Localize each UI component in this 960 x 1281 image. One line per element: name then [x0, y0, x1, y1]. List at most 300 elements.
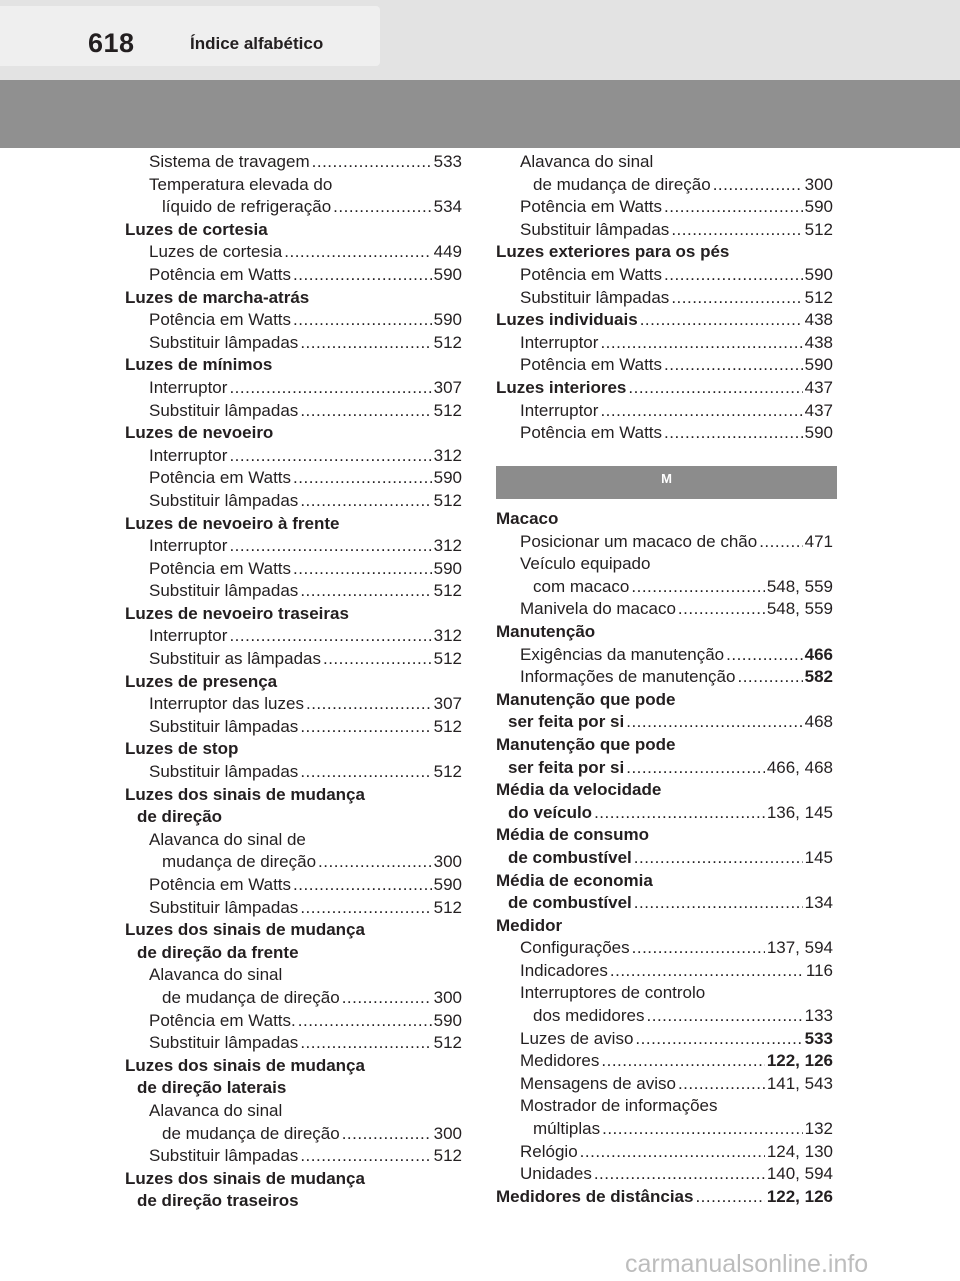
- entry-text: de direção: [137, 807, 223, 827]
- entry-text: Mostrador de informações: [520, 1096, 718, 1116]
- index-entry: [496, 960, 833, 983]
- entry-page: 116: [805, 960, 833, 980]
- entry-text: Alavanca do sinal: [149, 1100, 283, 1120]
- index-entry: [496, 531, 833, 554]
- index-entry: [125, 264, 462, 287]
- leader-dots: [610, 960, 804, 983]
- entry-text: com macaco: [533, 576, 630, 596]
- entry-text: Interruptores de controlo: [520, 983, 706, 1003]
- header-gray-bar: [0, 80, 960, 148]
- entry-page: 449: [433, 242, 462, 262]
- leader-dots: [632, 937, 765, 960]
- section-letter-bar: [496, 466, 837, 499]
- leader-dots: [594, 802, 765, 825]
- leader-dots: [300, 1145, 431, 1168]
- leader-dots: [580, 1141, 765, 1164]
- index-entry: [496, 621, 833, 644]
- index-entry: [496, 287, 833, 310]
- entry-page: 590: [804, 264, 833, 284]
- entry-text: Potência em Watts: [520, 264, 663, 284]
- index-entry: [125, 625, 462, 648]
- entry-page: 512: [433, 490, 462, 510]
- index-entry: [496, 847, 833, 870]
- index-entry: [125, 535, 462, 558]
- leader-dots: [300, 761, 431, 784]
- entry-page: 132: [804, 1119, 833, 1139]
- index-entry: [496, 219, 833, 242]
- entry-page: 141, 543: [766, 1073, 833, 1093]
- entry-page: 312: [433, 445, 462, 465]
- leader-dots: [600, 332, 802, 355]
- entry-text: Mensagens de aviso: [520, 1073, 676, 1093]
- leader-dots: [312, 151, 432, 174]
- index-entry: [125, 241, 462, 264]
- entry-page: 590: [433, 310, 462, 330]
- index-entry: [496, 666, 833, 689]
- entry-text: Substituir lâmpadas: [149, 400, 299, 420]
- index-entry: [496, 241, 833, 264]
- entry-page: 548, 559: [766, 599, 833, 619]
- entry-text: Substituir lâmpadas: [149, 332, 299, 352]
- entry-text: Luzes de nevoeiro à frente: [125, 513, 340, 533]
- entry-text: de direção laterais: [137, 1078, 287, 1098]
- entry-text: Média da velocidade: [496, 780, 662, 800]
- entry-page: 136, 145: [766, 802, 833, 822]
- leader-dots: [635, 1028, 802, 1051]
- entry-text: Luzes de stop: [125, 739, 239, 759]
- index-entry: [496, 1005, 833, 1028]
- entry-text: de direção traseiros: [137, 1191, 299, 1211]
- entry-text: líquido de refrigeração: [162, 197, 332, 217]
- entry-page: 590: [433, 1010, 462, 1030]
- index-entry: [125, 1168, 462, 1191]
- leader-dots: [664, 264, 803, 287]
- entry-page: 548, 559: [766, 576, 833, 596]
- entry-text: Potência em Watts: [149, 468, 292, 488]
- index-entry: [125, 942, 462, 965]
- leader-dots: [300, 490, 431, 513]
- index-entry: [125, 1100, 462, 1123]
- entry-text: Luzes de marcha-atrás: [125, 287, 310, 307]
- index-entry: [496, 508, 833, 531]
- entry-text: Manivela do macaco: [520, 599, 676, 619]
- index-entry: [496, 576, 833, 599]
- index-entry: [496, 400, 833, 423]
- leader-dots: [293, 874, 432, 897]
- entry-text: Substituir lâmpadas: [149, 581, 299, 601]
- leader-dots: [713, 174, 803, 197]
- index-entry: [125, 964, 462, 987]
- leader-dots: [664, 354, 803, 377]
- entry-text: Luzes de nevoeiro: [125, 423, 274, 443]
- entry-text: Manutenção que pode: [496, 734, 676, 754]
- entry-page: 534: [433, 197, 462, 217]
- leader-dots: [284, 241, 431, 264]
- entry-page: 512: [433, 716, 462, 736]
- entry-page: 133: [804, 1006, 833, 1026]
- entry-text: ser feita por si: [508, 712, 625, 732]
- index-entry: [125, 851, 462, 874]
- entry-page: 590: [433, 558, 462, 578]
- entry-page: 137, 594: [766, 938, 833, 958]
- index-entry: [125, 919, 462, 942]
- index-entry: [125, 1123, 462, 1146]
- index-entry: [125, 467, 462, 490]
- entry-page: 312: [433, 626, 462, 646]
- entry-text: múltiplas: [533, 1119, 601, 1139]
- index-entry: [125, 716, 462, 739]
- index-entry: [496, 915, 833, 938]
- index-entry: [125, 897, 462, 920]
- entry-text: Luzes dos sinais de mudança: [125, 920, 365, 940]
- entry-text: Manutenção: [496, 621, 596, 641]
- leader-dots: [678, 1073, 765, 1096]
- entry-text: Veículo equipado: [520, 554, 651, 574]
- leader-dots: [323, 648, 432, 671]
- entry-text: Substituir lâmpadas: [149, 897, 299, 917]
- index-entry: [496, 354, 833, 377]
- leader-dots: [229, 445, 431, 468]
- entry-text: Luzes de cortesia: [125, 219, 268, 239]
- entry-text: Potência em Watts: [149, 310, 292, 330]
- entry-page: 590: [433, 264, 462, 284]
- entry-page: 471: [804, 531, 833, 551]
- entry-text: ser feita por si: [508, 757, 625, 777]
- entry-text: Interruptor: [149, 626, 228, 646]
- entry-text: Temperatura elevada do: [149, 174, 333, 194]
- entry-text: Substituir lâmpadas: [520, 287, 670, 307]
- index-entry: [496, 1163, 833, 1186]
- entry-text: mudança de direção: [162, 852, 317, 872]
- index-entry: [125, 513, 462, 536]
- index-entry: [125, 1032, 462, 1055]
- index-entry: [125, 603, 462, 626]
- entry-page: 312: [433, 536, 462, 556]
- watermark: carmanualsonline.info: [625, 1250, 869, 1278]
- index-entry: [496, 870, 833, 893]
- entry-text: Luzes interiores: [496, 377, 627, 397]
- entry-text: Luzes dos sinais de mudança: [125, 1168, 365, 1188]
- entry-page: 533: [804, 1028, 833, 1048]
- index-entry: [496, 1118, 833, 1141]
- leader-dots: [601, 1050, 764, 1073]
- entry-page: 300: [433, 1123, 462, 1143]
- index-entry: [496, 1141, 833, 1164]
- index-entry: [125, 1077, 462, 1100]
- leader-dots: [298, 1010, 432, 1033]
- entry-text: Luzes dos sinais de mudança: [125, 784, 365, 804]
- index-entry: [125, 219, 462, 242]
- entry-page: 300: [433, 852, 462, 872]
- entry-text: Macaco: [496, 509, 559, 528]
- leader-dots: [628, 377, 802, 400]
- index-entry: [125, 874, 462, 897]
- index-column-left: [125, 151, 462, 1213]
- leader-dots: [300, 580, 431, 603]
- entry-page: 466: [804, 644, 833, 664]
- entry-page: 512: [804, 219, 833, 239]
- entry-text: de combustível: [508, 847, 632, 867]
- entry-text: Indicadores: [520, 960, 608, 980]
- index-entry: [125, 784, 462, 807]
- entry-page: 307: [433, 694, 462, 714]
- index-entry: [125, 829, 462, 852]
- index-entry: [125, 422, 462, 445]
- index-column-right-bottom: [496, 508, 833, 1208]
- leader-dots: [229, 535, 431, 558]
- index-entry: [125, 648, 462, 671]
- index-entry: [496, 824, 833, 847]
- index-entry: [496, 644, 833, 667]
- entry-text: Potência em Watts: [520, 355, 663, 375]
- leader-dots: [664, 422, 803, 445]
- leader-dots: [306, 693, 432, 716]
- index-entry: [125, 987, 462, 1010]
- entry-page: 590: [433, 468, 462, 488]
- entry-page: 590: [433, 875, 462, 894]
- index-entry: [125, 332, 462, 355]
- leader-dots: [695, 1186, 764, 1209]
- leader-dots: [634, 847, 803, 870]
- entry-page: 140, 594: [766, 1164, 833, 1184]
- index-entry: [496, 332, 833, 355]
- index-entry: [125, 806, 462, 829]
- entry-page: 437: [804, 400, 833, 420]
- section-title: Índice alfabético: [190, 34, 324, 53]
- entry-page: 437: [804, 377, 833, 397]
- entry-text: dos medidores: [533, 1006, 645, 1026]
- entry-text: de mudança de direção: [162, 1123, 340, 1143]
- leader-dots: [293, 558, 432, 581]
- entry-text: Potência em Watts: [149, 875, 292, 894]
- entry-text: Potência em Watts: [149, 558, 292, 578]
- entry-text: Posicionar um macaco de chão: [520, 531, 758, 551]
- entry-text: Substituir lâmpadas: [149, 1033, 299, 1053]
- entry-text: Potência em Watts.: [149, 1010, 296, 1030]
- entry-text: Exigências da manutenção: [520, 644, 725, 664]
- index-entry: [125, 671, 462, 694]
- entry-text: Medidores: [520, 1051, 600, 1071]
- entry-text: do veículo: [508, 802, 593, 822]
- entry-text: Luzes de nevoeiro traseiras: [125, 603, 349, 623]
- leader-dots: [300, 332, 431, 355]
- entry-text: Média de consumo: [496, 825, 650, 845]
- entry-text: de mudança de direção: [533, 174, 711, 194]
- entry-text: Luzes de aviso: [520, 1028, 634, 1048]
- entry-text: Interruptor das luzes: [149, 694, 304, 714]
- leader-dots: [293, 309, 432, 332]
- entry-page: 438: [804, 332, 833, 352]
- index-entry: [496, 734, 833, 757]
- leader-dots: [293, 467, 432, 490]
- entry-page: 590: [804, 197, 833, 217]
- entry-text: Manutenção que pode: [496, 689, 676, 709]
- entry-page: 512: [433, 1033, 462, 1053]
- index-entry: [125, 1010, 462, 1033]
- entry-text: Interruptor: [520, 332, 599, 352]
- entry-text: Luzes individuais: [496, 310, 638, 330]
- entry-page: 512: [433, 581, 462, 601]
- leader-dots: [671, 219, 802, 242]
- index-entry: [496, 689, 833, 712]
- entry-text: Substituir lâmpadas: [149, 762, 299, 782]
- index-entry: [496, 1095, 833, 1118]
- leader-dots: [342, 987, 432, 1010]
- entry-text: Substituir as lâmpadas: [149, 649, 321, 669]
- leader-dots: [229, 625, 431, 648]
- leader-dots: [602, 1118, 803, 1141]
- index-entry: [125, 196, 462, 219]
- leader-dots: [300, 400, 431, 423]
- entry-text: Luzes de presença: [125, 671, 278, 691]
- entry-page: 468: [804, 712, 833, 732]
- index-entry: [125, 580, 462, 603]
- index-entry: [125, 1145, 462, 1168]
- leader-dots: [647, 1005, 803, 1028]
- entry-page: 512: [433, 332, 462, 352]
- index-entry: [125, 354, 462, 377]
- entry-text: Medidor: [496, 915, 563, 935]
- leader-dots: [600, 400, 802, 423]
- leader-dots: [318, 851, 432, 874]
- entry-page: 145: [804, 847, 833, 867]
- index-entry: [496, 196, 833, 219]
- leader-dots: [300, 897, 431, 920]
- entry-page: 590: [804, 355, 833, 375]
- index-entry: [125, 738, 462, 761]
- index-entry: [496, 711, 833, 734]
- leader-dots: [631, 576, 764, 599]
- entry-text: Medidores de distâncias: [496, 1186, 694, 1206]
- entry-page: 512: [433, 400, 462, 420]
- index-entry: [125, 309, 462, 332]
- entry-page: 512: [804, 287, 833, 307]
- entry-page: 438: [804, 310, 833, 330]
- page-number: 618: [88, 28, 135, 58]
- index-entry: [496, 757, 833, 780]
- leader-dots: [626, 757, 765, 780]
- entry-text: Luzes dos sinais de mudança: [125, 1055, 365, 1075]
- entry-page: 307: [433, 377, 462, 397]
- index-entry: [496, 151, 833, 174]
- leader-dots: [634, 892, 803, 915]
- leader-dots: [737, 666, 802, 689]
- entry-text: Potência em Watts: [520, 423, 663, 443]
- entry-text: Interruptor: [149, 377, 228, 397]
- index-entry: [125, 445, 462, 468]
- index-entry: [125, 377, 462, 400]
- entry-text: Sistema de travagem: [149, 152, 310, 171]
- index-entry: [125, 287, 462, 310]
- index-entry: [496, 1028, 833, 1051]
- index-entry: [125, 693, 462, 716]
- entry-text: Substituir lâmpadas: [520, 219, 670, 239]
- index-entry: [496, 779, 833, 802]
- entry-text: Configurações: [520, 938, 630, 958]
- leader-dots: [671, 287, 802, 310]
- entry-page: 512: [433, 762, 462, 782]
- index-entry: [125, 490, 462, 513]
- index-entry: [496, 377, 833, 400]
- index-entry: [496, 174, 833, 197]
- entry-text: Luzes exteriores para os pés: [496, 242, 730, 262]
- section-letter: M: [661, 471, 672, 486]
- index-entry: [496, 553, 833, 576]
- leader-dots: [300, 1032, 431, 1055]
- entry-text: de direção da frente: [137, 942, 299, 962]
- leader-dots: [726, 644, 802, 667]
- entry-text: Interruptor: [149, 445, 228, 465]
- entry-text: de mudança de direção: [162, 987, 340, 1007]
- index-entry: [125, 400, 462, 423]
- entry-page: 466, 468: [766, 757, 833, 777]
- entry-page: 122, 126: [766, 1051, 833, 1071]
- index-entry: [125, 1190, 462, 1213]
- index-entry: [496, 802, 833, 825]
- entry-text: Potência em Watts: [520, 197, 663, 217]
- entry-text: Relógio: [520, 1141, 578, 1161]
- entry-page: 582: [804, 667, 833, 687]
- index-entry: [496, 892, 833, 915]
- entry-text: Substituir lâmpadas: [149, 716, 299, 736]
- entry-text: de combustível: [508, 893, 632, 913]
- entry-page: 124, 130: [766, 1141, 833, 1161]
- index-entry: [496, 982, 833, 1005]
- entry-page: 134: [804, 893, 833, 913]
- entry-text: Interruptor: [520, 400, 599, 420]
- leader-dots: [293, 264, 432, 287]
- leader-dots: [626, 711, 802, 734]
- leader-dots: [640, 309, 803, 332]
- entry-page: 300: [804, 174, 833, 194]
- entry-text: Alavanca do sinal: [149, 965, 283, 985]
- leader-dots: [229, 377, 431, 400]
- entry-page: 300: [433, 987, 462, 1007]
- index-entry: [496, 1050, 833, 1073]
- entry-text: Substituir lâmpadas: [149, 1146, 299, 1166]
- index-entry: [125, 151, 462, 174]
- entry-text: Informações de manutenção: [520, 667, 736, 687]
- index-entry: [125, 558, 462, 581]
- entry-text: Interruptor: [149, 536, 228, 556]
- entry-text: Unidades: [520, 1164, 592, 1184]
- index-entry: [496, 264, 833, 287]
- entry-text: Alavanca do sinal: [520, 152, 654, 171]
- index-entry: [496, 309, 833, 332]
- index-column-right-top: [496, 151, 833, 445]
- entry-text: Média de economia: [496, 870, 653, 890]
- entry-text: Luzes de cortesia: [149, 242, 283, 262]
- leader-dots: [300, 716, 431, 739]
- index-entry: [496, 422, 833, 445]
- leader-dots: [759, 531, 802, 554]
- entry-page: 122, 126: [766, 1186, 833, 1206]
- entry-page: 512: [433, 897, 462, 917]
- leader-dots: [342, 1123, 432, 1146]
- entry-text: Substituir lâmpadas: [149, 490, 299, 510]
- entry-text: Potência em Watts: [149, 264, 292, 284]
- leader-dots: [594, 1163, 765, 1186]
- entry-page: 590: [804, 423, 833, 443]
- leader-dots: [678, 598, 765, 621]
- entry-text: Luzes de mínimos: [125, 355, 273, 375]
- index-entry: [496, 1186, 833, 1209]
- index-entry: [496, 598, 833, 621]
- leader-dots: [664, 196, 803, 219]
- index-entry: [125, 174, 462, 197]
- index-entry: [496, 1073, 833, 1096]
- index-entry: [125, 1055, 462, 1078]
